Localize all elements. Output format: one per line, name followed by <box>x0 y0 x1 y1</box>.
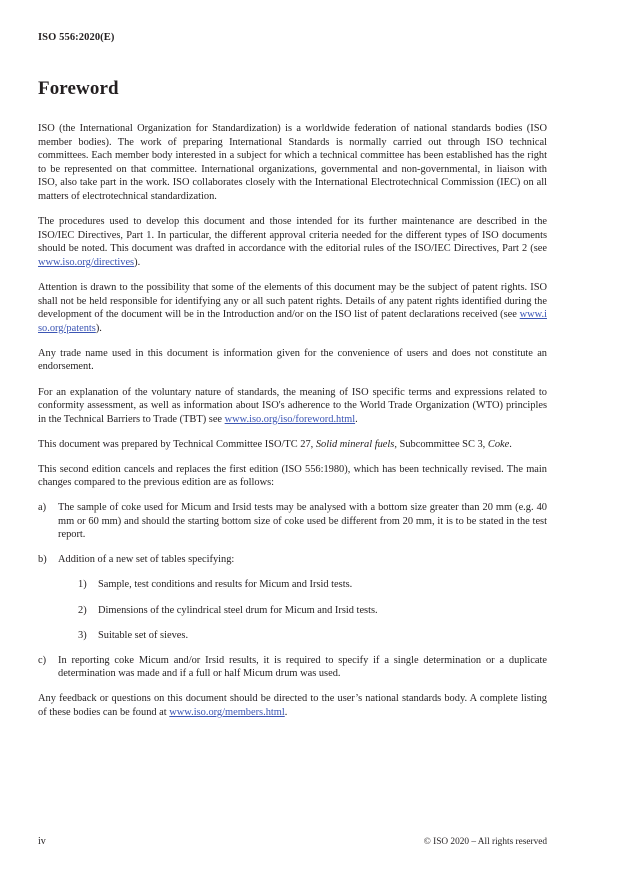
paragraph-second-edition <box>38 463 547 490</box>
paragraph-text-tail: . <box>284 707 288 718</box>
page-number: iv <box>38 836 46 847</box>
paragraph-text: Any trade name used in this document is information given for the convenience of users and does not constitute an endorsement. <box>38 347 547 373</box>
sub-list <box>58 578 547 642</box>
changes-list <box>38 501 547 681</box>
link-iso-patents[interactable]: www.iso.org/patents <box>38 309 547 334</box>
list-item-marker: 2) <box>78 604 87 616</box>
list-item-text: The sample of coke used for Micum and Irsid tests may be analysed with a bottom size greater than 20 mm (e.g. 40 mm or 60 mm) and should the starting bottom size of coke used be different from 20 mm, it is to be stated in the test report. <box>58 502 547 541</box>
list-item-text: Sample, test conditions and results for Micum and Irsid tests. <box>98 579 353 591</box>
list-item-text: In reporting coke Micum and/or Irsid results, it is required to specify if a single determination or a duplicate determination was made and if a full or half Micum drum was used. <box>58 654 547 680</box>
list-item <box>38 654 547 681</box>
paragraph-text-tail: ). <box>134 256 141 268</box>
page-content <box>38 78 547 731</box>
paragraph-text: The procedures used to develop this document and those intended for its further maintenance are described in the ISO/IEC Directives, Part 1. In particular, the different approval criteria needed for the different types of ISO documents should be noted. This document was drafted in accordance with the editorial rules of the ISO/IEC Directives, Part 2 (see <box>38 216 547 255</box>
list-item <box>78 629 547 643</box>
link-iso-foreword[interactable]: www.iso.org/iso/foreword.html <box>224 413 356 425</box>
paragraph-text-tail: . <box>509 438 512 450</box>
page-title: Foreword <box>38 78 119 99</box>
paragraph-text-tail: . <box>355 413 358 425</box>
list-item-marker: 3) <box>78 629 87 641</box>
list-item-text: Dimensions of the cylindrical steel drum for Micum and Irsid tests. <box>98 604 378 616</box>
paragraph-committee <box>38 438 547 452</box>
page-footer <box>38 836 547 847</box>
paragraph-text-tail: ). <box>95 322 102 334</box>
list-item-marker: 1) <box>78 579 87 591</box>
paragraph-text: ISO (the International Organization for Standardization) is a worldwide federation of national standards bodies (ISO member bodies). The work of preparing International Standards is normally carried out through ISO technical committees. Each member body interested in a subject for which a technical committee has been established has the right to be represented on that committee. International organizations, governmental and non-governmental, in liaison with ISO, also take part in the work. ISO collaborates closely with the International Electrotechnical Commission (IEC) on all matters of electrotechnical standardization. <box>38 123 547 202</box>
paragraph-text: This second edition cancels and replaces the first edition (ISO 556:1980), which has been technically revised. The main changes compared to the previous edition are as follows: <box>38 463 547 489</box>
paragraph-procedures <box>38 215 547 269</box>
list-item <box>78 578 547 592</box>
paragraph-trade-name <box>38 347 547 374</box>
paragraph-text: Attention is drawn to the possibility that some of the elements of this document may be the subject of patent rights. ISO shall not be held responsible for identifying any or all such patent rights. Details of any patent rights identified during the development of the document will be in the Introduction and/or on the ISO list of patent declarations received (see <box>38 281 547 321</box>
list-item-text: Addition of a new set of tables specifying: <box>58 554 235 566</box>
paragraph-patent-rights <box>38 281 547 335</box>
list-item <box>38 553 547 642</box>
copyright-notice: © ISO 2020 – All rights reserved <box>423 837 547 847</box>
paragraph-feedback <box>38 692 547 719</box>
paragraph-text-mid: , Subcommittee SC 3, <box>394 438 488 450</box>
list-item-marker: c) <box>38 654 47 666</box>
paragraph-voluntary-nature <box>38 386 547 427</box>
list-item <box>38 501 547 542</box>
paragraph-text: This document was prepared by Technical Committee ISO/TC 27, <box>38 438 316 450</box>
list-item-marker: a) <box>38 502 47 514</box>
running-head: ISO 556:2020(E) <box>38 32 115 43</box>
paragraph-text: For an explanation of the voluntary nature of standards, the meaning of ISO specific terms and expressions related to conformity assessment, as well as information about ISO's adherence to the World Trade Organization (WTO) principles in the Technical Barriers to Trade (TBT) see <box>38 386 547 425</box>
list-item-marker: b) <box>38 554 47 566</box>
subcommittee-title-italic: Coke <box>487 438 510 450</box>
link-iso-directives[interactable]: www.iso.org/directives <box>38 256 135 268</box>
list-item <box>78 604 547 618</box>
paragraph-iso-description <box>38 122 547 204</box>
list-item-text: Suitable set of sieves. <box>98 629 189 641</box>
committee-title-italic: Solid mineral fuels <box>315 438 395 450</box>
paragraph-text: Any feedback or questions on this document should be directed to the user’s national standards body. A complete listing of these bodies can be found at <box>38 693 547 718</box>
link-iso-members[interactable]: www.iso.org/members.html <box>169 707 285 718</box>
